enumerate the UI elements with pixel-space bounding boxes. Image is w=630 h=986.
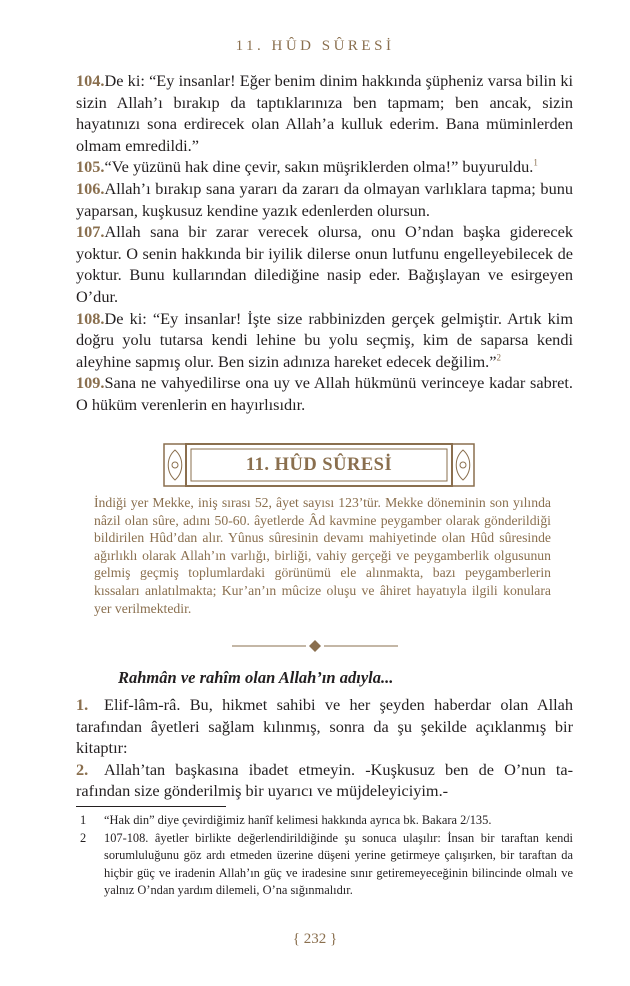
footnote-ref: 1 [533,157,538,168]
verse-105 [76,156,573,178]
verse-text: De ki: “Ey insanlar! Eğer benim dinim hakkında şüpheniz varsa bilin ki sizin Allah’ı bırakıp da taptıklarınıza ben tapmam; ben ancak, sizin hayatınızı sona erdirecek olan Allah’a kulluk ederim. Bana müminlerden olmam emredildi.” [76,71,573,155]
verse-text: Allah’tan başkasına ibadet etmeyin. -Kuşkusuz ben de O’nun tarafından size gönderilmiş bir uyarıcı ve müjdeleyiciyim.- [76,759,573,801]
verse-number: 2. [76,759,89,779]
footnote-ref: 2 [496,352,501,363]
previous-surah-verses [76,70,573,416]
right-ornament-icon: } [330,931,338,947]
ornament-divider-icon [232,640,398,652]
verse-number: 108. [76,308,105,328]
verse-108 [76,308,573,373]
surah-verses [76,694,573,802]
verse-text: Allah’ı bırakıp sana yararı da zararı da olmayan varlıklara tapma; bunu yaparsan, kuşkusuz kendine yazık edenlerden olursun. [76,178,573,220]
verse-text: De ki: “Ey insanlar! İşte size rabbinizden gerçek gelmiştir. Artık kim doğru yolu tutarsa kendi lehine bu yolu seçmiş, kim de saparsa kendi aleyhine sapmış olur. Ben sizin adınıza hareket edecek değilim.” [76,308,573,371]
running-header: 11. HÛD SÛRESİ [235,38,395,54]
footnote-2 [76,830,573,900]
footnote-text: “Hak din” diye çevirdiğimiz hanîf kelimesi hakkında ayrıca bk. Bakara 2/135. [104,813,492,827]
verse-number: 107. [76,222,105,242]
verse-109 [76,372,573,415]
footnote-separator [76,806,226,807]
page-number [0,931,630,948]
verse-number: 1. [76,695,89,714]
verse-text: Sana ne vahyedilirse ona uy ve Allah hükmünü verinceye kadar sabret. O hüküm verenlerin en hayırlısıdır. [76,373,573,414]
footnote-number: 1 [80,813,87,827]
verse-number: 109. [76,373,105,393]
verse-106 [76,178,573,221]
verse-1 [76,694,573,759]
footnote-number: 2 [80,830,87,845]
verse-text: Elif-lâm-râ. Bu, hikmet sahibi ve her şeyden haberdar olan Allah tarafından âyetleri sağlam kılınmış, sonra da şu şekilde açıklanmış bir kitaptır: [76,695,573,758]
surah-introduction: İndiği yer Mekke, iniş sırası 52, âyet sayısı 123’tür. Mekke döneminin son yılında nâzil olan sûre, adını 50-60. âyetlerde Âd kavmine peygamber olarak gönderildiği bildirilen Hûd’dan alır. Yûnus sûresinin devamı mahiyetinde olan Hûd sûresinde ağırlıklı olarak Allah’ın varlığı, birliği, vahiy gerçeği ve peygamberlik olgusunun gelmiş geçmiş toplumlardaki görünümü ele alınmakta, bazı peygamberlerin kıssaları anlatılmakta; Kur’an’ın mûcize oluşu ve âhiret hayatıyla ilgili konulara yer verilmektedir. [94,495,551,616]
verse-104 [76,70,573,156]
verse-number: 105. [76,157,105,177]
verse-107 [76,221,573,307]
surah-title-banner [162,440,476,490]
page-number-value: 232 [303,931,327,947]
left-ornament-icon: { [292,931,300,947]
basmala: Rahmân ve rahîm olan Allah’ın adıyla... [118,668,394,687]
verse-number: 106. [76,178,105,198]
verse-text: “Ve yüzünü hak dine çevir, sakın müşriklerden olma!” buyuruldu. [104,157,534,177]
verse-2 [76,759,573,802]
verse-number: 104. [76,71,105,90]
footnote-text: 107-108. âyetler birlikte değerlendirildiğinde şu sonuca ulaşılır: İnsan bir taraftan kendi sorumluluğunu göz ardı etmeden üzerine düşeni yerine getirmeye çalışırken, bir taraftan da hiçbir güç ve iradenin Allah’ın güç ve iradesine sınır getiremeyeceğinin bilincinde olmalı ve yalnız O’ndan yardım dilemeli, O’na sığınmalıdır. [104,830,573,897]
verse-text: Allah sana bir zarar verecek olursa, onu O’ndan başka giderecek yoktur. O senin hakkında bir iyilik dilerse onun lutfunu engelleyebilecek de yoktur. Bunu kullarından dilediğine nasip eder. Bağışlayan ve esirgeyen O’dur. [76,222,573,306]
footnote-1 [76,812,573,830]
surah-title: 11. HÛD SÛRESİ [245,455,393,475]
footnotes [76,812,573,900]
